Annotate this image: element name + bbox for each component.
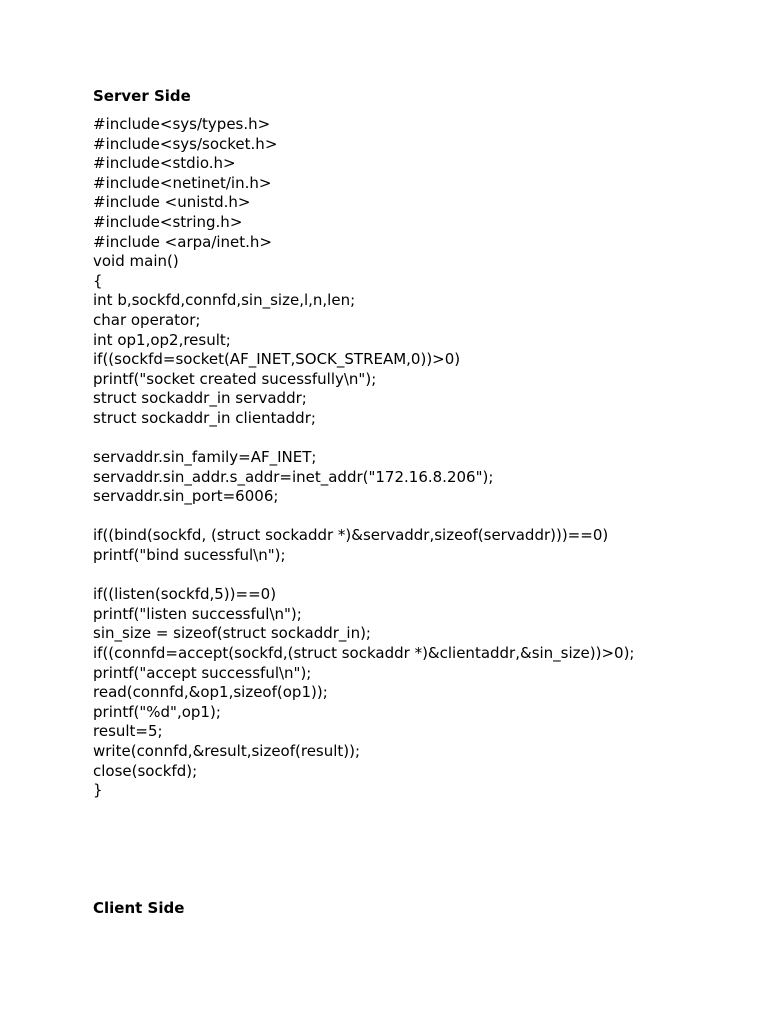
code-line: close(sockfd);	[93, 761, 198, 780]
code-line: if((bind(sockfd, (struct sockaddr *)&servaddr,sizeof(servaddr)))==0)	[93, 526, 609, 545]
code-line: char operator;	[93, 310, 201, 329]
code-blank-line	[93, 429, 753, 449]
code-line: if((sockfd=socket(AF_INET,SOCK_STREAM,0))>0)	[93, 350, 461, 369]
code-line: int b,sockfd,connfd,sin_size,l,n,len;	[93, 291, 356, 310]
code-line: servaddr.sin_addr.s_addr=inet_addr("172.16.8.206");	[93, 467, 494, 486]
code-line: int op1,op2,result;	[93, 330, 231, 349]
server-code-block	[93, 115, 753, 801]
code-line: struct sockaddr_in clientaddr;	[93, 408, 316, 427]
code-line: void main()	[93, 252, 179, 271]
code-line: #include <unistd.h>	[93, 193, 251, 212]
code-line: write(connfd,&result,sizeof(result));	[93, 742, 361, 760]
code-line: struct sockaddr_in servaddr;	[93, 389, 307, 408]
code-line: servaddr.sin_family=AF_INET;	[93, 448, 317, 467]
code-line: #include <arpa/inet.h>	[93, 232, 273, 251]
code-line: #include<stdio.h>	[93, 154, 236, 173]
code-line: printf("socket created sucessfully\n");	[93, 369, 377, 388]
code-blank-line	[93, 566, 753, 586]
code-line: result=5;	[93, 722, 163, 741]
code-line: read(connfd,&op1,sizeof(op1));	[93, 683, 328, 702]
code-line: #include<sys/types.h>	[93, 115, 271, 133]
code-line: #include<string.h>	[93, 212, 243, 231]
code-line: if((listen(sockfd,5))==0)	[93, 585, 277, 604]
code-line: servaddr.sin_port=6006;	[93, 487, 279, 506]
code-line: printf("listen successful\n");	[93, 604, 302, 623]
code-line: }	[93, 781, 103, 800]
code-line: printf("bind sucessful\n");	[93, 546, 286, 565]
code-line: if((connfd=accept(sockfd,(struct sockaddr *)&clientaddr,&sin_size))>0);	[93, 644, 635, 663]
code-line: {	[93, 271, 103, 290]
client-side-heading: Client Side	[93, 899, 185, 917]
code-line: printf("accept successful\n");	[93, 663, 312, 682]
code-line: #include<sys/socket.h>	[93, 134, 278, 153]
code-line: sin_size = sizeof(struct sockaddr_in);	[93, 624, 371, 643]
code-line: #include<netinet/in.h>	[93, 173, 272, 192]
server-side-heading: Server Side	[93, 87, 191, 105]
code-blank-line	[93, 507, 753, 527]
code-line: printf("%d",op1);	[93, 702, 221, 721]
